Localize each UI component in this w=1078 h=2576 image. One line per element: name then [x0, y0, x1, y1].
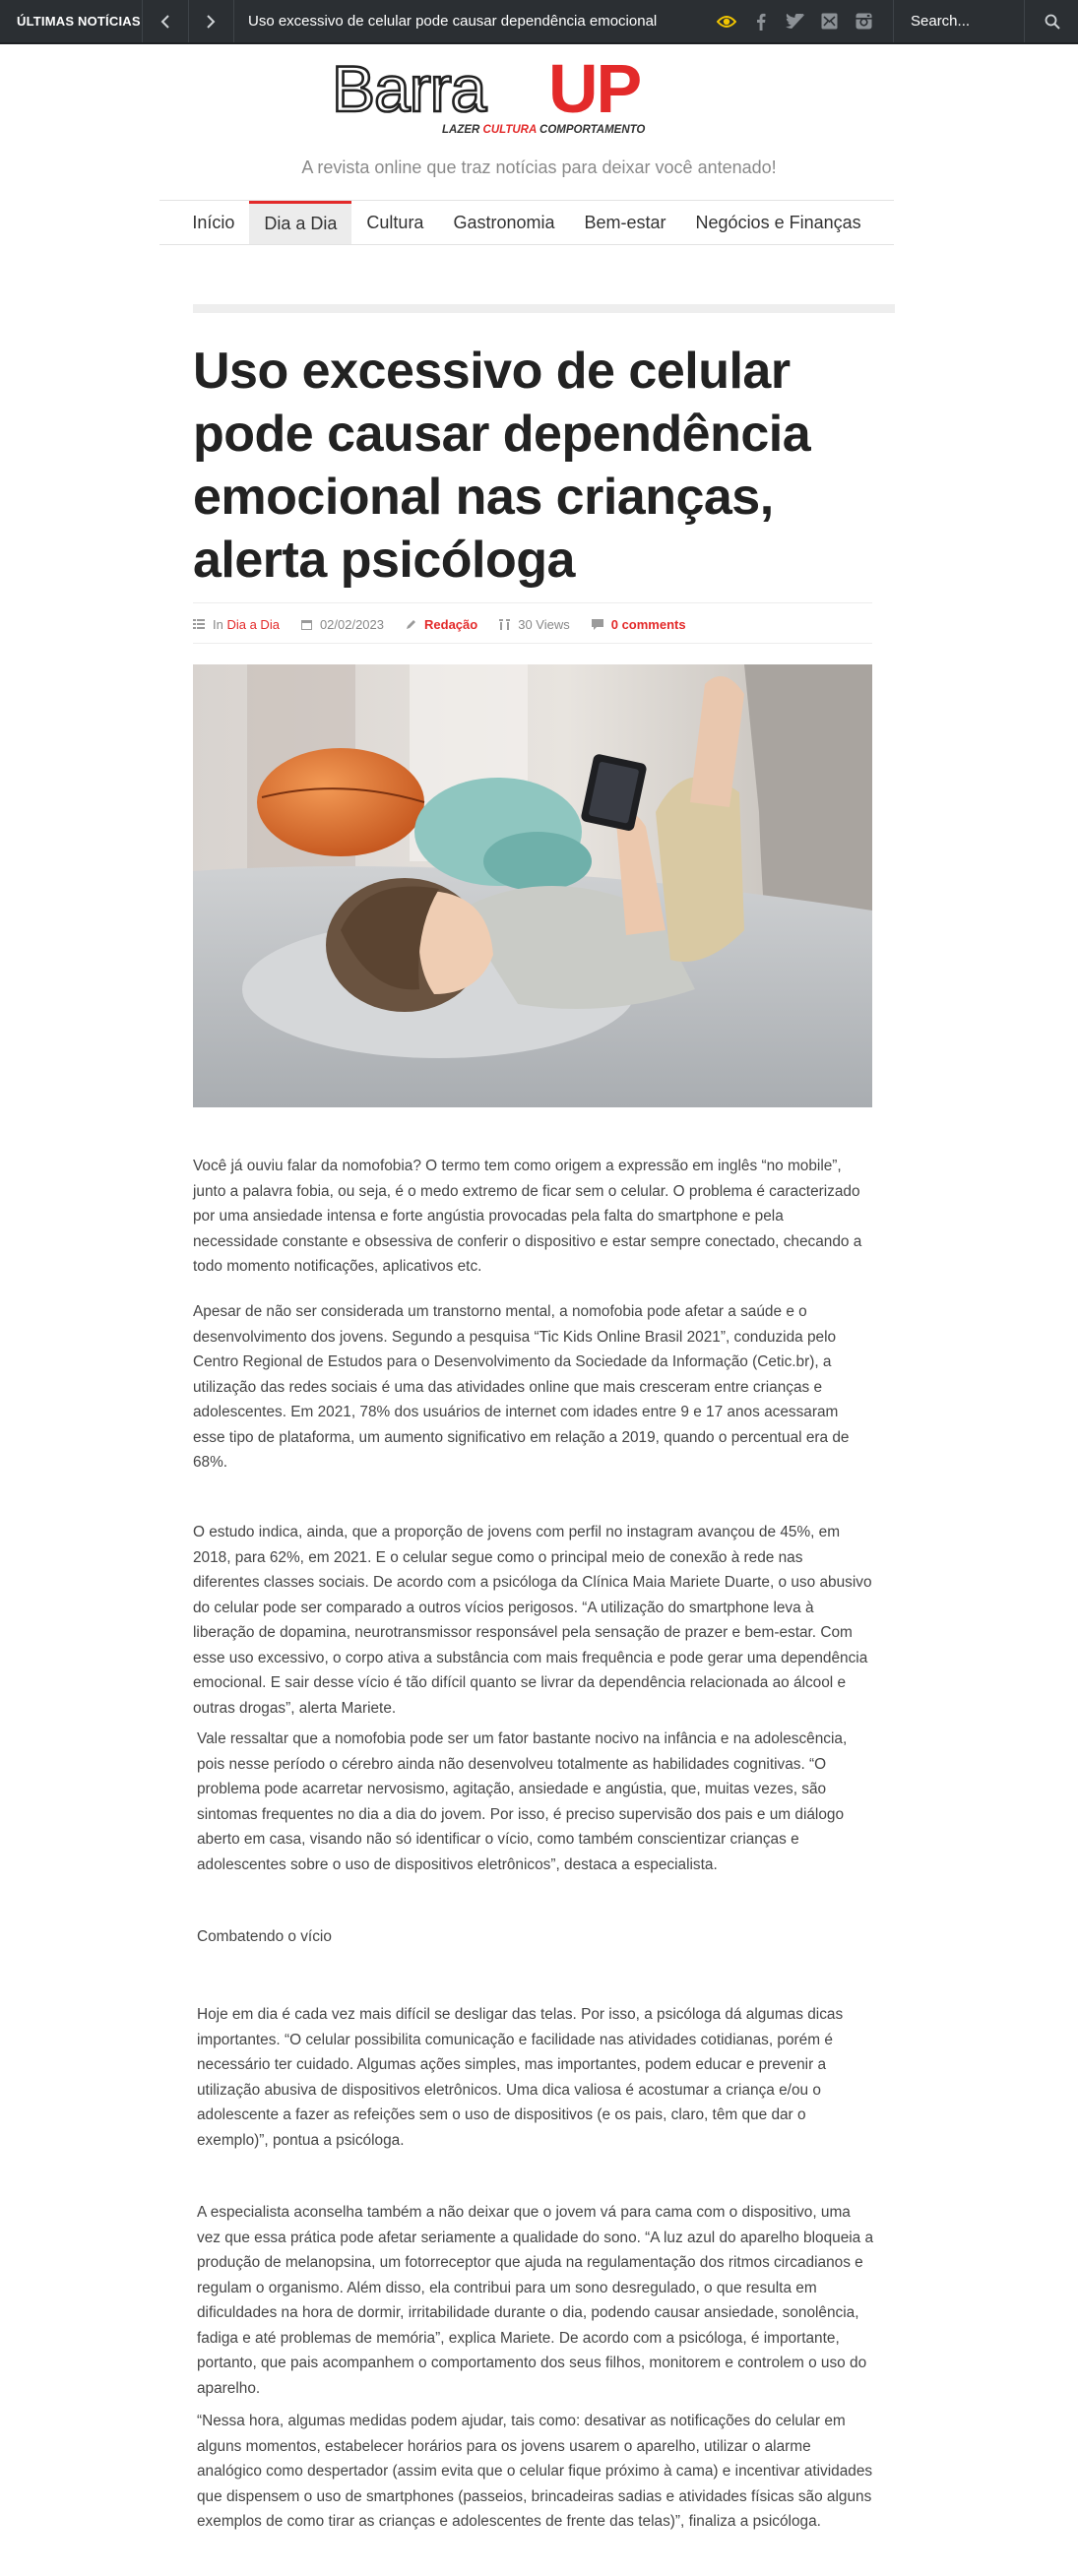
site-tagline: A revista online que traz notícias para deixar você antenado! [301, 157, 777, 177]
nav-item-dia-a-dia[interactable]: Dia a Dia [249, 201, 351, 244]
logo-sub-1: LAZER [442, 124, 480, 136]
meta-comments-link[interactable]: 0 comments [610, 616, 686, 632]
next-news-button[interactable] [188, 0, 234, 42]
content-top-divider [193, 304, 895, 313]
search-icon [1045, 14, 1060, 30]
article-paragraph-5: Hoje em dia é cada vez mais difícil se desligar das telas. Por isso, a psicóloga dá algumas dicas importantes. “O celular possibilita comunicação e facilidade nas atividades cotidianas, porém é necessário ter cuidado. Algumas ações simples, mas importantes, podem educar e prevenir a utilização abusiva de dispositivos eletrônicos. Uma dica valiosa é acostumar a criança e/ou o adolescente a fazer as refeições sem o uso de dispositivos (e os pais, claro, têm que dar o exemplo)”, pontua a psicóloga. [197, 2006, 844, 2149]
article-paragraph-2: Apesar de não ser considerada um transtorno mental, a nomofobia pode afetar a saúde e o desenvolvimento dos jovens. Segundo a pesquisa “Tic Kids Online Brasil 2021”, conduzida pelo Centro Regional de Estudos para o Desenvolvimento da Sociedade da Informação (Cetic.br), a utilização das redes sociais é uma das atividades online que mais cresceram entre crianças e adolescentes. Em 2021, 78% dos usuários de internet com idades entre 9 e 17 anos acessaram esse tipo de plataforma, um aumento significativo em relação a 2019, quando o percentual era de 68%. [193, 1303, 850, 1471]
meta-date [301, 617, 384, 632]
search-button[interactable] [1024, 0, 1078, 42]
latest-news-label: ÚLTIMAS NOTÍCIAS [0, 0, 143, 42]
meta-views-text: 30 Views [518, 616, 570, 632]
site-logo[interactable] [332, 57, 711, 136]
article-meta [193, 614, 708, 634]
email-icon[interactable] [812, 13, 847, 30]
meta-views [499, 617, 570, 632]
chevron-left-icon [160, 15, 170, 29]
nav-item-cultura[interactable]: Cultura [366, 212, 424, 232]
search-input[interactable] [909, 12, 1031, 31]
social-icons [709, 0, 881, 42]
article-title: Uso excessivo de celular pode causar dependência emocional nas crianças, alerta psicóloga [193, 343, 811, 589]
calendar-icon [301, 619, 312, 630]
logo-sub-2: CULTURA [482, 124, 537, 136]
pencil-icon [406, 619, 416, 630]
nav-item-bem-estar[interactable]: Bem-estar [584, 212, 666, 232]
nav-item-negocios-e-financas[interactable]: Negócios e Finanças [695, 212, 861, 232]
search-box [893, 0, 1078, 42]
meta-author-link[interactable]: Redação [424, 616, 478, 632]
main-nav [159, 200, 894, 245]
meta-comments [592, 617, 686, 632]
eye-icon[interactable] [709, 15, 743, 29]
meta-date-text: 02/02/2023 [319, 616, 385, 632]
meta-category [193, 617, 280, 632]
article-paragraph-7: “Nessa hora, algumas medidas podem ajudar, tais como: desativar as notificações do celular em alguns momentos, estabelecer horários para os jovens usarem o aparelho, utilizar o alarme analógico como despertador (assim evita que o celular fique próximo à cama) e incentivar atividades que dispensem o uso de smartphones (passeios, brincadeiras sadias e atividades físicas são alguns exemplos de como tirar as crianças e adolescentes de frente das telas)”, finaliza a psicóloga. [197, 2413, 873, 2530]
meta-author [406, 617, 477, 632]
logo-text-right: UP [548, 57, 641, 127]
nav-item-inicio[interactable]: Início [192, 212, 235, 232]
article-paragraph-1: Você já ouviu falar da nomofobia? O termo tem como origem a expressão em inglês “no mobile”, junto a palavra fobia, ou seja, é o medo extremo de ficar sem o celular. O problema é caracterizado por uma ansiedade intensa e forte angústia provocadas pela falta do smartphone e pela necessidade constante e obsessiva de conferir o dispositivo e estar sempre conectado, checando a todo momento notificações, aplicativos etc. [193, 1158, 862, 1275]
category-icon [193, 619, 205, 629]
meta-in-label: In [213, 616, 223, 632]
article-subheading: Combatendo o vício [197, 1928, 332, 1945]
views-icon [499, 619, 510, 630]
article-hero-image [193, 664, 872, 1107]
article-paragraph-6: A especialista aconselha também a não deixar que o jovem vá para cama com o dispositivo, uma vez que essa prática pode afetar seriamente a qualidade do sono. “A luz azul do aparelho bloqueia a produção de melanopsina, um fotorreceptor que ajuda na regulamentação dos ritmos circadianos e regulam o organismo. Além disso, ela contribui para um sono desregulado, o que resulta em dificuldades na hora de dormir, irritabilidade durante o dia, podendo causar ansiedade, sonolência, fadiga e até problemas de memória”, explica Mariete. De acordo com a psicóloga, é importante, portanto, que pais acompanhem o comportamento dos seus filhos, monitorem e controlem o uso do aparelho. [197, 2204, 874, 2397]
facebook-icon[interactable] [743, 13, 778, 31]
chevron-right-icon [206, 15, 216, 29]
svg-text:LAZER CULTURA COMPORTA [442, 124, 645, 136]
logo-text-left: Barra [332, 57, 486, 125]
meta-divider-bottom [193, 643, 872, 644]
article-paragraph-3: O estudo indica, ainda, que a proporção de jovens com perfil no instagram avançou de 45%, em 2018, para 62%, em 2021. E o celular segue como o principal meio de conexão à rede nas diferentes classes sociais. De acordo com a psicóloga da Clínica Maia Mariete Duarte, o uso abusivo do celular pode ser comparado a outros vícios perigosos. “A utilização do smartphone leva à liberação de dopamina, neurotransmissor responsável pela sensação de prazer e bem-estar. Com esse uso excessivo, o corpo ativa a substância com mais frequência e pode gerar uma dependência emocional. E sair desse vício é tão difícil quanto se livrar da dependência relacionada ao álcool e outras drogas”, alerta Mariete. [193, 1524, 872, 1717]
previous-news-button[interactable] [143, 0, 189, 42]
meta-divider-top [193, 602, 872, 603]
meta-category-link[interactable]: Dia a Dia [226, 616, 280, 632]
comment-icon [592, 619, 603, 630]
nav-item-gastronomia[interactable]: Gastronomia [453, 212, 555, 232]
article-paragraph-4: Vale ressaltar que a nomofobia pode ser um fator bastante nocivo na infância e na adolescência, pois nesse período o cérebro ainda não desenvolveu totalmente as habilidades cognitivas. “O problema pode acarretar nervosismo, agitação, ansiedade e angústia, que, muitas vezes, são sintomas frequentes no dia a dia do jovem. Por isso, é preciso supervisão dos pais e um diálogo aberto em casa, visando não só identificar o vício, como também conscientizar crianças e adolescentes sobre o uso de dispositivos eletrônicos”, destaca a especialista. [197, 1730, 848, 1873]
ticker-headline[interactable]: Uso excessivo de celular pode causar dependência emocional [248, 13, 658, 30]
instagram-icon[interactable] [847, 13, 881, 30]
logo-sub-3: COMPORTAMENTO [539, 124, 646, 136]
twitter-icon[interactable] [778, 14, 812, 30]
top-bar [0, 0, 1078, 44]
